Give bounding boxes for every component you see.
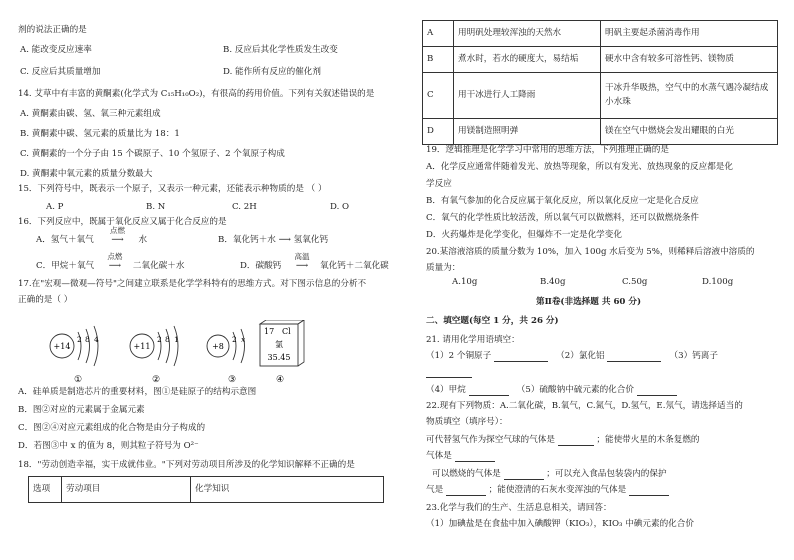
q20-stem-line2: 质量为： — [426, 263, 461, 273]
q19-stem: 19．逻辑推理是化学学习中常用的思维方法，下列推理正确的是 — [426, 145, 669, 155]
q13-option-b: B. 反应后其化学性质发生改变 — [223, 45, 338, 55]
q18-row-c-knowledge: 干冰升华吸热，空气中的水蒸气遇冷凝结成小水珠 — [601, 73, 778, 119]
q22-line3 — [432, 470, 667, 480]
left-column — [18, 0, 396, 560]
atom3-shell1: 2 — [232, 335, 237, 344]
atom1-shell1: 2 — [77, 335, 82, 344]
q16-d-reactant: D．碳酸钙 — [240, 261, 282, 271]
q21-part1-blank[interactable] — [494, 353, 548, 362]
q21-part3-label: （3）钙离子 — [669, 351, 718, 361]
q18-row-a-item: 用明矾处理较浑浊的天然水 — [454, 21, 601, 47]
q14-stem: 14. 艾草中有丰富的黄酮素(化学式为 C₁₅H₁₀O₂)，有很高的药用价值。下列有关叙述错误的是 — [18, 89, 375, 99]
q21-part3-blank-line — [426, 368, 472, 378]
atom-structure-diagrams — [38, 320, 318, 384]
atom2-shell1: 2 — [157, 335, 162, 344]
q16-c-arrow: 点燃 ⟶ — [97, 262, 133, 272]
q16-c-product: 二氧化碳＋水 — [132, 261, 185, 271]
q16-a-arrow: 点燃 ⟶ — [97, 236, 139, 246]
atom2-caption: ② — [152, 375, 161, 384]
q21-part3-blank[interactable] — [426, 369, 472, 378]
table-row — [423, 21, 778, 47]
q21-part2-label: （2）氯化铝 — [556, 351, 605, 361]
q22-flammable-blank[interactable] — [504, 471, 544, 480]
atom1-shell3: 4 — [94, 335, 99, 344]
q15-option-b: B. N — [146, 202, 166, 212]
table-row — [423, 47, 778, 73]
q22-protective-label: ；可以充入食品包装袋内的保护 — [546, 469, 667, 479]
atom3-shell2: x — [241, 335, 246, 344]
q18-row-d-item: 用镁制造照明弹 — [454, 119, 601, 145]
atom3-caption: ③ — [228, 375, 237, 384]
q18-header-option: 选项 — [29, 477, 62, 503]
q18-row-d-knowledge: 镁在空气中燃烧会发出耀眼的白光 — [601, 119, 778, 145]
table-row — [423, 119, 778, 145]
q22-relight-label: ；能使带火星的木条复燃的 — [596, 435, 700, 445]
q22-stem-line2: 物质填空（填序号）： — [426, 417, 508, 427]
q16-option-c — [36, 252, 185, 272]
atom-diagram-1 — [50, 326, 99, 384]
q19-option-b: B．有氧气参加的化合反应属于氧化反应，所以氧化反应一定是化合反应 — [426, 196, 699, 206]
q17-option-b: B．图②对应的元素属于金属元素 — [18, 405, 145, 415]
q13-option-c: C. 反应后其质量增加 — [20, 67, 101, 77]
q13-tail: 剂的说法正确的是 — [18, 25, 87, 35]
q20-option-b: B.40g — [540, 277, 566, 287]
q21-row1 — [426, 352, 718, 362]
q18-row-c-item: 用干冰进行人工降雨 — [454, 73, 601, 119]
q22-balloon-blank[interactable] — [558, 437, 594, 446]
q14-option-a: A. 黄酮素由碳、氢、氧三种元素组成 — [20, 109, 161, 119]
q16-d-arrow: 高温 ⟶ — [284, 262, 320, 272]
q21-part1-label: （1）2 个铜原子 — [426, 351, 492, 361]
q17-option-a: A．硅单质是制造芯片的重要材料，图①是硅原子的结构示意图 — [18, 387, 257, 397]
q16-a-product: 水 — [138, 235, 148, 245]
q16-d-product: 氧化钙＋二氧化碳 — [320, 261, 389, 271]
q21-part2-blank[interactable] — [607, 353, 661, 362]
q20-option-a: A.10g — [452, 277, 478, 287]
q18-row-a-knowledge: 明矾主要起杀菌消毒作用 — [601, 21, 778, 47]
q16-c-condition: 点燃 — [107, 252, 123, 261]
q18-stem: 18．"劳动创造幸福，实干成就伟业。"下列对劳动项目所涉及的化学知识解释不正确的是 — [18, 460, 355, 470]
element-number: 17 — [264, 327, 275, 336]
q16-stem: 16．下列反应中，既属于氧化反应又属于化合反应的是 — [18, 217, 227, 227]
q18-table-header — [28, 476, 384, 503]
q15-option-c: C. 2H — [232, 202, 257, 212]
q15-option-a: A. P — [46, 202, 64, 212]
q15-option-d: D. O — [330, 202, 350, 212]
atom-diagram-3 — [207, 329, 246, 384]
q18-header-knowledge: 化学知识 — [191, 477, 384, 503]
q17-stem-line1: 17.在"宏观—微观—符号"之间建立联系是化学学科特有的思维方式。对下图示信息的分析不 — [18, 279, 367, 289]
q20-option-d: D.100g — [702, 277, 734, 287]
q22-line1 — [426, 436, 700, 446]
q22-stem-line1: 22.现有下列物质：A.二氧化碳，B.氧气，C.氮气，D.氢气，E.氖气，请选择适当的 — [426, 401, 743, 411]
q21-stem: 21. 请用化学用语填空： — [426, 335, 520, 345]
q16-d-condition: 高温 — [294, 252, 310, 261]
atom2-shell2: 8 — [165, 335, 170, 344]
q23-stem: 23.化学与我们的生产、生活息息相关，请回答： — [426, 503, 612, 513]
q17-option-c: C．图②④对应元素组成的化合物是由分子构成的 — [18, 423, 206, 433]
atom-diagram-2 — [130, 326, 179, 384]
element-card-caption: ④ — [276, 375, 285, 384]
atom1-caption: ① — [74, 375, 83, 384]
q18-row-b-item: 煮水时，若水的硬度大，易结垢 — [454, 47, 601, 73]
q22-relight-label-cont: 气体是 — [426, 451, 452, 461]
q20-option-c: C.50g — [622, 277, 648, 287]
q22-limewater-blank[interactable] — [629, 487, 669, 496]
element-name: 氯 — [275, 340, 283, 349]
q16-a-condition: 点燃 — [110, 226, 126, 235]
q18-row-d-option: D — [423, 119, 454, 145]
q16-option-b: B．氧化钙＋水 ⟶ 氢氧化钙 — [218, 235, 329, 245]
table-row — [423, 73, 778, 119]
element-mass: 35.45 — [267, 353, 291, 362]
q18-header-item: 劳动项目 — [62, 477, 191, 503]
q16-option-d — [240, 252, 389, 272]
q21-part4-blank[interactable] — [469, 387, 509, 396]
q18-row-b-option: B — [423, 47, 454, 73]
q22-flammable-label: 可以燃烧的气体是 — [432, 469, 501, 479]
q18-table-body — [422, 20, 778, 145]
q21-part5-blank[interactable] — [637, 387, 677, 396]
q16-a-reactants: A．氢气＋氧气 — [36, 235, 94, 245]
q21-part4-label: （4）甲烷 — [426, 385, 466, 395]
q19-option-c: C．氧气的化学性质比较活泼，所以氧气可以做燃料，还可以做燃烧条件 — [426, 213, 699, 223]
q18-row-b-knowledge: 硬水中含有较多可溶性钙、镁物质 — [601, 47, 778, 73]
q19-option-d: D．火药爆炸是化学变化，但爆炸不一定是化学变化 — [426, 230, 622, 240]
q21-part5-label: （5）硫酸钠中硫元素的化合价 — [516, 385, 634, 395]
atom2-shell3: 1 — [174, 335, 179, 344]
q13-option-d: D. 能作所有反应的催化剂 — [223, 67, 321, 77]
q22-balloon-label: 可代替氢气作为探空气球的气体是 — [426, 435, 555, 445]
q13-option-a: A. 能改变反应速率 — [20, 45, 92, 55]
q22-line4 — [426, 486, 669, 496]
q14-option-c: C. 黄酮素的一个分子由 15 个碳原子、10 个氢原子、2 个氧原子构成 — [20, 149, 285, 159]
q17-stem-line2: 正确的是（ ） — [18, 295, 73, 305]
atom1-shell2: 8 — [85, 335, 90, 344]
q19-option-a-line1: A．化学反应通常伴随着发光、放热等现象，所以有发光、放热现象的反应都是化 — [426, 162, 733, 172]
element-symbol: Cl — [282, 327, 291, 336]
q15-stem: 15．下列符号中，既表示一个原子，又表示一种元素，还能表示种物质的是 （ ） — [18, 184, 327, 194]
q16-option-a — [36, 226, 148, 246]
right-column — [422, 0, 778, 560]
q16-c-reactants: C．甲烷＋氧气 — [36, 261, 95, 271]
q18-row-a-option: A — [423, 21, 454, 47]
q14-option-b: B. 黄酮素中碳、氢元素的质量比为 18：1 — [20, 129, 180, 139]
q22-limewater-label: ；能使澄清的石灰水变浑浊的气体是 — [488, 485, 627, 495]
q19-option-a-line2: 学反应 — [426, 179, 452, 189]
q14-option-d: D. 黄酮素中氧元素的质量分数最大 — [20, 169, 153, 179]
element-card-chlorine — [260, 320, 304, 384]
q22-relight-blank[interactable] — [455, 453, 495, 462]
q22-protective-label-cont: 气是 — [426, 485, 444, 495]
q22-protective-blank[interactable] — [446, 487, 486, 496]
q20-stem-line1: 20.某溶液溶质的质量分数为 10%，加入 100g 水后变为 5%，则稀释后溶液中溶质的 — [426, 247, 755, 257]
part2-title: 第Ⅱ卷(非选择题 共 60 分) — [536, 297, 642, 307]
q18-row-c-option: C — [423, 73, 454, 119]
atom2-nucleus: +11 — [133, 342, 151, 351]
atom1-nucleus: +14 — [53, 342, 71, 351]
section2-title: 二、填空题(每空 1 分，共 26 分) — [426, 316, 559, 326]
q21-row2 — [426, 386, 677, 396]
q17-option-d: D．若图③中 x 的值为 8，则其粒子符号为 O²⁻ — [18, 441, 199, 451]
atom3-nucleus: +8 — [212, 342, 224, 351]
q22-line2 — [426, 452, 495, 462]
q23-part1: （1）加碘盐是在食盐中加入碘酸钾（KIO₃），KIO₃ 中碘元素的化合价 — [426, 519, 694, 529]
